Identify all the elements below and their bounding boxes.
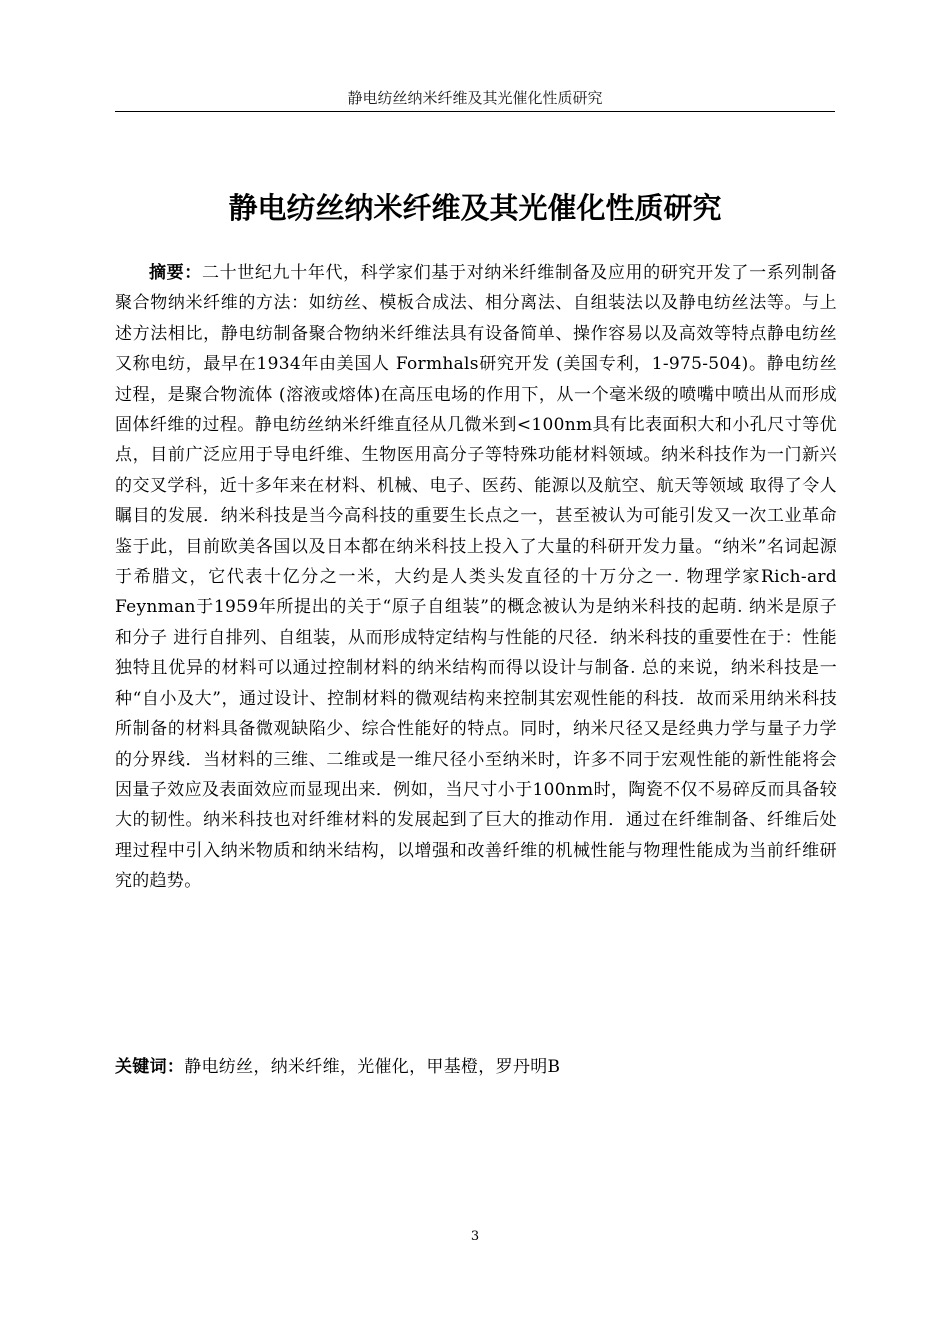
keywords-line bbox=[115, 1052, 837, 1082]
abstract-text: 二十世纪九十年代，科学家们基于对纳米纤维制备及应用的研究开发了一系列制备聚合物纳米纤维的方法：如纺丝、模板合成法、相分离法、自组装法以及静电纺丝法等。与上述方法相比，静电纺制备聚合物纳米纤维法具有设备简单、操作容易以及高效等特点静电纺丝又称电纺，最早在1934年由美国人 Formhals研究开发 (美国专利，1-975-504)。静电纺丝过程，是聚合物流体 (溶液或熔体)在高压电场的作用下，从一个毫米级的喷嘴中喷出从而形成固体纤维的过程。静电纺丝纳米纤维直径从几微米到<100nm具有比表面积大和小孔尺寸等优点，目前广泛应用于导电纤维、生物医用高分子等特殊功能材料领域。纳米科技作为一门新兴的交叉学科，近十多年来在材料、机械、电子、医药、能源以及航空、航天等领域 取得了令人瞩目的发展．纳米科技是当今高科技的重要生长点之一，甚至被认为可能引发又一次工业革命鉴于此，目前欧美各国以及日本都在纳米科技上投入了大量的科研开发力量。“纳米”名词起源于希腊文，它代表十亿分之一米，大约是人类头发直径的十万分之一. 物理学家Rich-ard Feynman于1959年所提出的关于“原子自组装”的概念被认为是纳米科技的起萌. 纳米是原子和分子 进行自排列、自组装，从而形成特定结构与性能的尺径．纳米科技的重要性在于：性能独特且优异的材料可以通过控制材料的纳米结构而得以设计与制备. 总的来说，纳米科技是一种“自小及大”，通过设计、控制材料的微观结构来控制其宏观性能的科技．故而采用纳米科技所制备的材料具备微观缺陷少、综合性能好的特点。同时，纳米尺径又是经典力学与量子力学的分界线．当材料的三维、二维或是一维尺径小至纳米时，许多不同于宏观性能的新性能将会因量子效应及表面效应而显现出来．例如，当尺寸小于100nm时，陶瓷不仅不易碎反而具备较大的韧性。纳米科技也对纤维材料的发展起到了巨大的推动作用．通过在纤维制备、纤维后处理过程中引入纳米物质和纳米结构，以增强和改善纤维的机械性能与物理性能成为当前纤维研究的趋势。 bbox=[115, 263, 837, 892]
header-divider bbox=[115, 111, 835, 112]
running-header: 静电纺丝纳米纤维及其光催化性质研究 bbox=[347, 89, 603, 107]
page-number: 3 bbox=[470, 1229, 480, 1244]
abstract-paragraph bbox=[115, 258, 837, 897]
keywords-text: 静电纺丝，纳米纤维，光催化，甲基橙，罗丹明B bbox=[184, 1057, 561, 1077]
document-title: 静电纺丝纳米纤维及其光催化性质研究 bbox=[228, 191, 722, 225]
abstract-label: 摘要： bbox=[149, 263, 202, 283]
keywords-label: 关键词： bbox=[115, 1057, 185, 1077]
